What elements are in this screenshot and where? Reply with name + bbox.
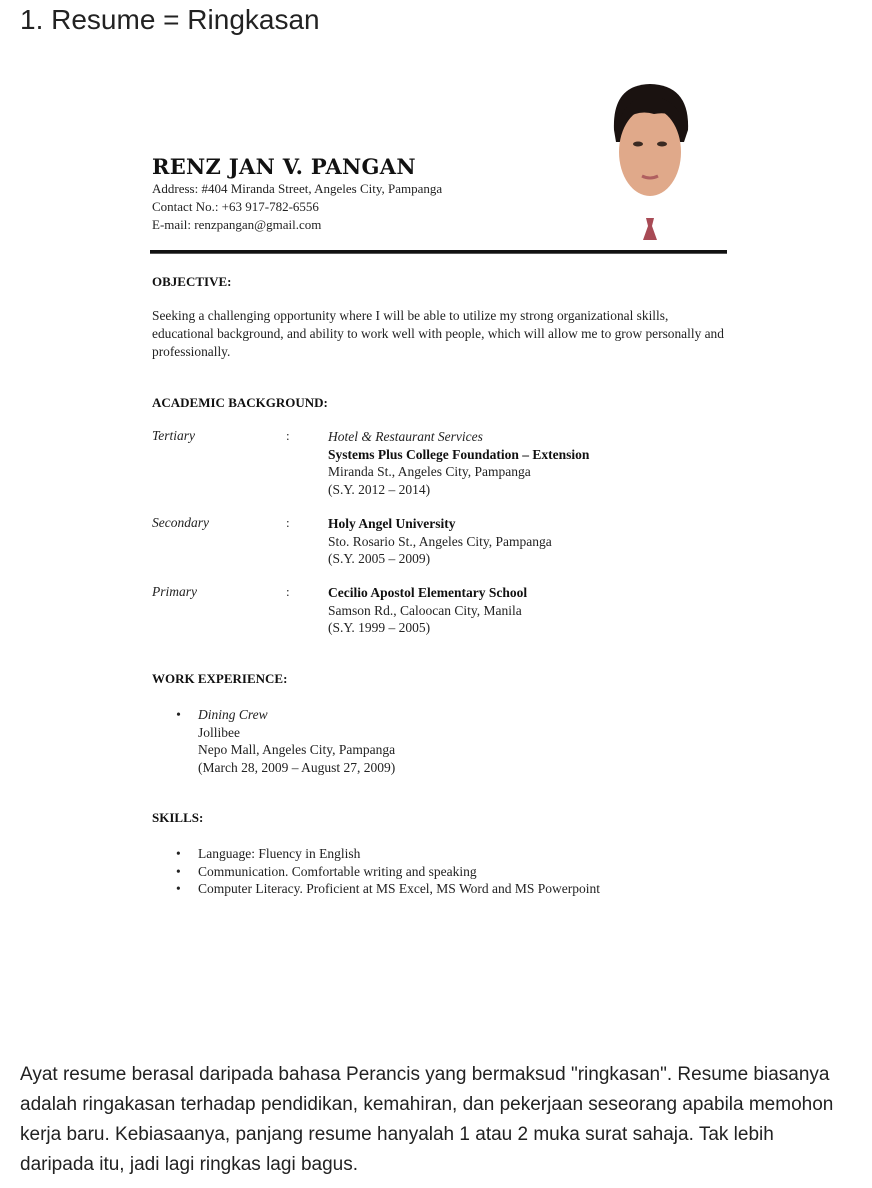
description-paragraph: Ayat resume berasal daripada bahasa Perancis yang bermaksud "ringkasan". Resume biasanya adalah ringakasan terhadap pendidikan, kemahiran, dan pekerjaan seseorang apabila memohon kerja baru. Kebiasaanya, panjang resume hanyalah 1 atau 2 muka surat sahaja. Tak lebih daripada itu, jadi lagi ringkas lagi bagus. — [20, 1064, 834, 1175]
profile-photo — [604, 80, 696, 245]
education-entry — [328, 584, 527, 637]
school-name: Cecilio Apostol Elementary School — [328, 585, 528, 600]
objective-heading: OBJECTIVE: — [152, 274, 232, 289]
colon: : — [286, 515, 290, 530]
skill-item: • Language: Fluency in English — [176, 845, 600, 863]
skill-item: • Communication. Comfortable writing and speaking — [176, 863, 600, 881]
work-location: Nepo Mall, Angeles City, Pampanga — [198, 742, 396, 757]
work-dates: (March 28, 2009 – August 27, 2009) — [198, 759, 396, 775]
school-years: (S.Y. 2012 – 2014) — [328, 481, 431, 497]
work-list — [176, 706, 395, 776]
resume-contact: Contact No.: +63 917-782-6556 — [152, 199, 319, 214]
education-level: Secondary — [152, 515, 209, 530]
education-level: Tertiary — [152, 428, 196, 443]
school-name: Holy Angel University — [328, 516, 456, 531]
header-divider — [150, 250, 727, 254]
resume-address: Address: #404 Miranda Street, Angeles City, Pampanga — [152, 181, 443, 196]
school-address: Sto. Rosario St., Angeles City, Pampanga — [328, 533, 552, 549]
school-address: Miranda St., Angeles City, Pampanga — [328, 464, 531, 479]
course: Hotel & Restaurant Services — [328, 429, 483, 444]
skill-item: • Computer Literacy. Proficient at MS Excel, MS Word and MS Powerpoint — [176, 880, 600, 898]
work-heading: WORK EXPERIENCE: — [152, 671, 288, 686]
section-heading: 1. Resume = Ringkasan — [20, 4, 320, 35]
school-years: (S.Y. 2005 – 2009) — [328, 551, 431, 566]
school-address: Samson Rd., Caloocan City, Manila — [328, 602, 522, 618]
education-entry — [328, 515, 552, 568]
colon: : — [286, 428, 290, 443]
skills-list — [176, 845, 600, 898]
academic-heading: ACADEMIC BACKGROUND: — [152, 395, 328, 410]
resume-name: RENZ JAN V. PANGAN — [152, 154, 416, 179]
resume-email: E-mail: renzpangan@gmail.com — [152, 217, 322, 232]
school-years: (S.Y. 1999 – 2005) — [328, 620, 431, 635]
skills-heading: SKILLS: — [152, 810, 204, 825]
objective-text: Seeking a challenging opportunity where I will be able to utilize my strong organizational skills, educational background, and ability to work well with people, which will allow me to grow personally and professionally. — [152, 308, 724, 359]
colon: : — [286, 584, 290, 599]
work-company: Jollibee — [198, 724, 240, 740]
school-name: Systems Plus College Foundation – Extension — [328, 446, 590, 462]
work-position: • Dining Crew — [176, 706, 395, 724]
education-level: Primary — [152, 584, 197, 599]
education-entry — [328, 428, 589, 498]
